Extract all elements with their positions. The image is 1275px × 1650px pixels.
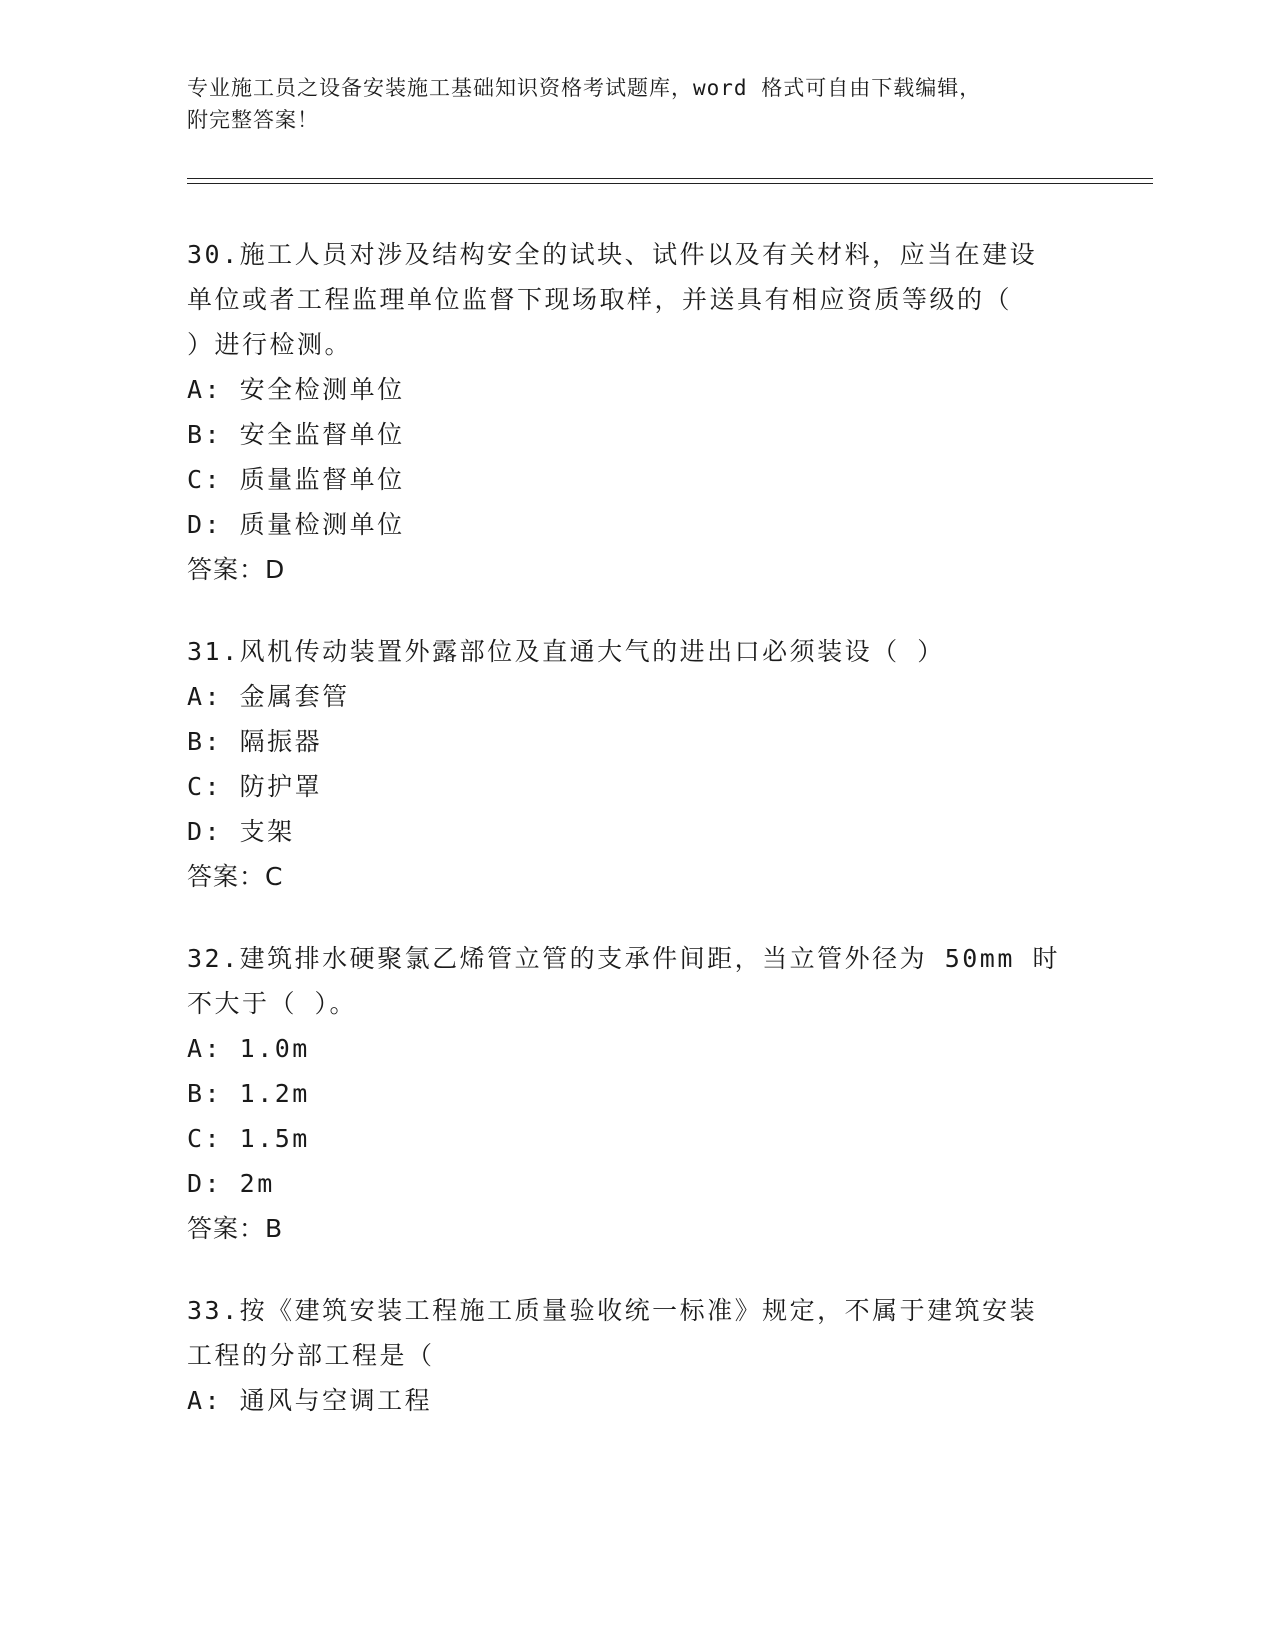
stem-line: ）进行检测。 — [187, 330, 353, 359]
option-b: B: 隔振器 — [187, 727, 323, 756]
stem-line: 31.风机传动装置外露部位及直通大气的进出口必须装设（ ） — [187, 637, 945, 666]
option-a: A: 金属套管 — [187, 682, 350, 711]
option-a: A: 通风与空调工程 — [187, 1386, 433, 1415]
document-header — [187, 72, 1087, 136]
option-d: D: 质量检测单位 — [187, 510, 405, 539]
question-33 — [187, 1288, 1087, 1423]
option-d: D: 支架 — [187, 817, 295, 846]
question-list — [187, 232, 1087, 1460]
stem-line: 不大于（ ）。 — [187, 989, 358, 1018]
question-31 — [187, 629, 1087, 899]
question-stem — [187, 629, 1087, 674]
option-d: D: 2m — [187, 1169, 275, 1198]
header-divider — [187, 183, 1153, 184]
stem-line: 单位或者工程监理单位监督下现场取样，并送具有相应资质等级的（ — [187, 285, 1013, 314]
question-32 — [187, 936, 1087, 1251]
option-b: B: 1.2m — [187, 1079, 310, 1108]
option-c: C: 质量监督单位 — [187, 465, 405, 494]
answer-text: 答案：D — [187, 555, 286, 584]
option-a: A: 安全检测单位 — [187, 375, 405, 404]
header-line: 专业施工员之设备安装施工基础知识资格考试题库，word 格式可自由下载编辑， — [187, 76, 982, 100]
header-line: 附完整答案！ — [187, 108, 319, 132]
answer-text: 答案：B — [187, 1214, 284, 1243]
stem-line: 工程的分部工程是（ — [187, 1341, 435, 1370]
option-b: B: 安全监督单位 — [187, 420, 405, 449]
stem-line: 33.按《建筑安装工程施工质量验收统一标准》规定，不属于建筑安装 — [187, 1296, 1038, 1325]
question-stem — [187, 1288, 1087, 1378]
stem-line: 32.建筑排水硬聚氯乙烯管立管的支承件间距，当立管外径为 50mm 时 — [187, 944, 1060, 973]
option-c: C: 1.5m — [187, 1124, 310, 1153]
question-stem — [187, 936, 1087, 1026]
option-c: C: 防护罩 — [187, 772, 323, 801]
answer-text: 答案：C — [187, 862, 284, 891]
option-a: A: 1.0m — [187, 1034, 310, 1063]
question-30 — [187, 232, 1087, 592]
header-divider — [187, 178, 1153, 179]
question-stem — [187, 232, 1087, 367]
stem-line: 30.施工人员对涉及结构安全的试块、试件以及有关材料，应当在建设 — [187, 240, 1038, 269]
